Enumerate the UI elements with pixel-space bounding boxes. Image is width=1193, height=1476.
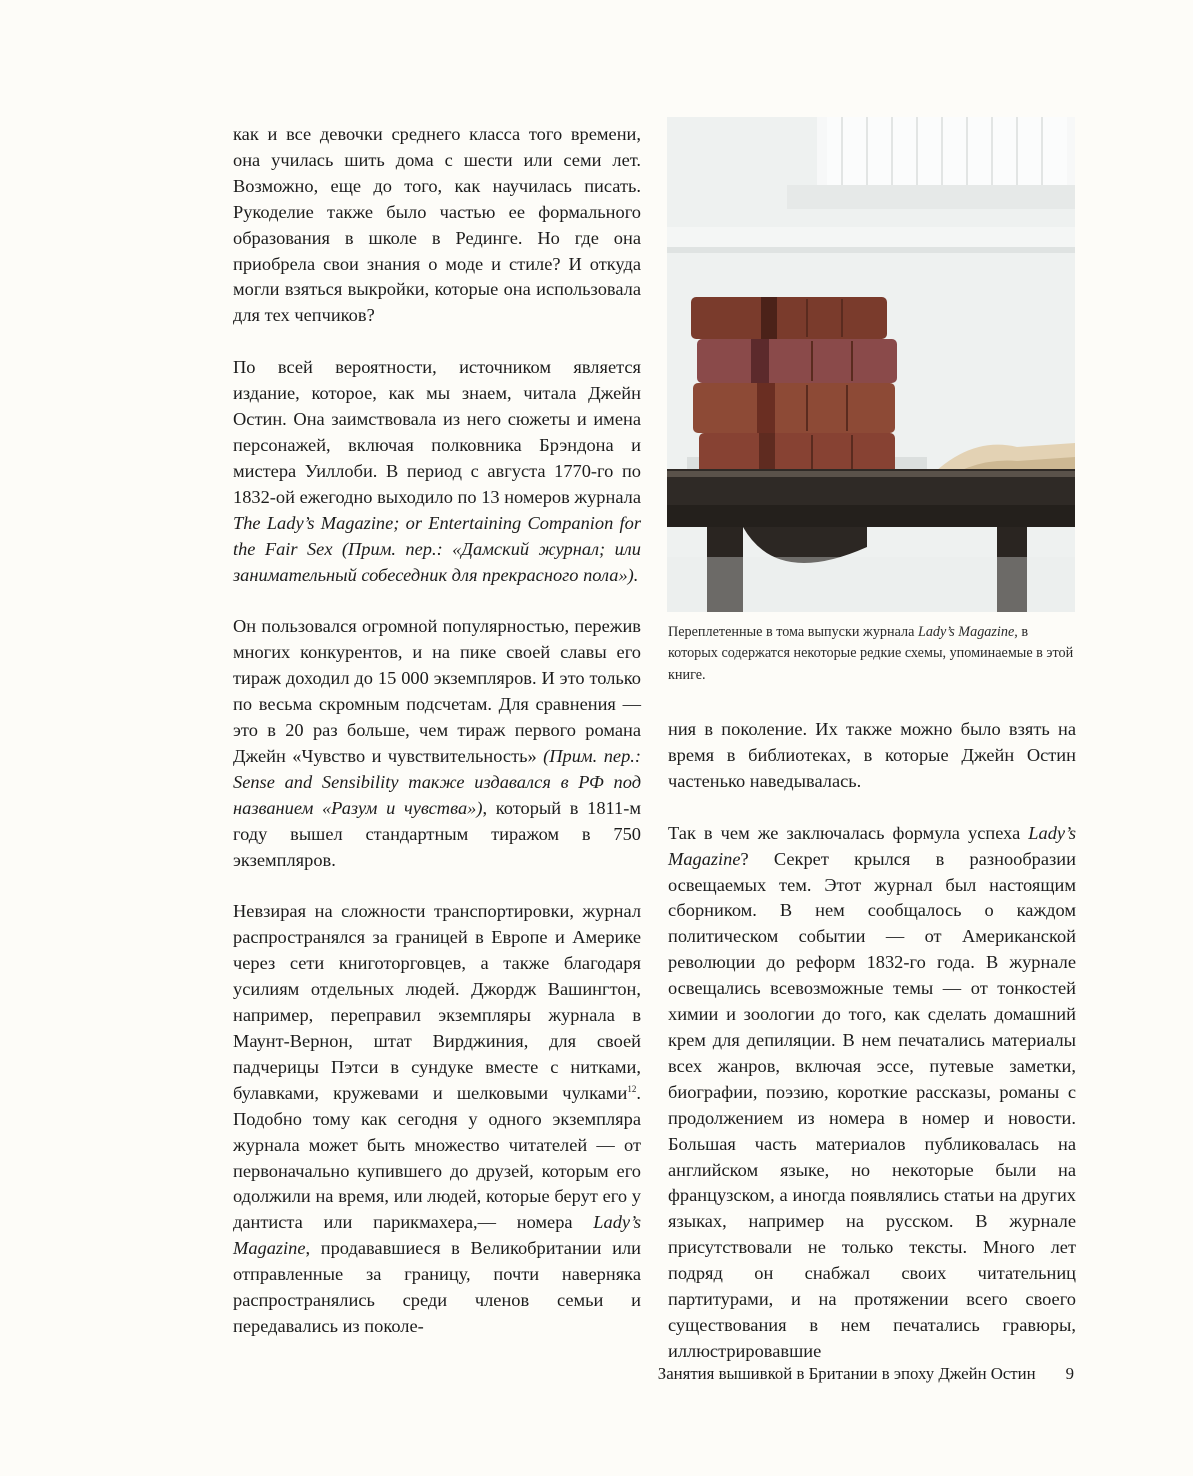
paragraph: По всей вероятности, источником является издание, которое, как мы знаем, читала Джейн Остин. Она заимствовала из него сюжеты и имена персонажей, включая полковника Брэндона и мистера Уиллоби. В период с августа 1770-го по 1832-ой ежегодно выходило по 13 номеров журнала The Lady’s Magazine; or Entertaining Companion for the Fair Sex (Прим. пер.: «Дамский журнал; или занимательный собеседник для прекрасного пола»). bbox=[233, 357, 641, 585]
paragraph: Он пользовался огромной популярностью, пережив многих конкурентов, и на пике своей славы его тираж доходил до 15 000 экземпляров. И это только по весьма скромным подсчетам. Для сравнения — это в 20 раз больше, чем тираж первого романа Джейн «Чувство и чувствительность» (Прим. пер.: Sense and Sensibility также издавался в РФ под названием «Разум и чувства»), который в 1811-м году вышел стандартным тиражом в 750 экземпляров. bbox=[233, 616, 641, 870]
paragraph: как и все девочки среднего класса того времени, она училась шить дома с шести или семи лет. Возможно, еще до того, как научилась писать. Рукоделие также было частью ее формального образования в школе в Рединге. Но где она приобрела свои знания о моде и стиле? И откуда могли взяться выкройки, которые она использовала для тех чепчиков? bbox=[233, 124, 641, 326]
figure-caption: Переплетенные в тома выпуски журнала Lady’s Magazine, в которых содержатся некоторые редкие схемы, упоминаемые в этой книге. bbox=[668, 624, 1074, 683]
paragraph: Так в чем же заключалась формула успеха Lady’s Magazine? Секрет крылся в разнообразии освещаемых тем. Этот журнал был настоящим сборником. В нем сообщалось о каждом политическом событии — от Американской революции до реформ 1832-го года. В журнале освещались всевозможные темы — от тонкостей химии и зоологии до того, как сделать домашний крем для депиляции. В нем печатались материалы всех жанров, включая эссе, путевые заметки, биографии, поэзию, короткие рассказы, романы с продолжением из номера в номер и новости. Большая часть материалов публиковалась на английском языке, но некоторые были на французском, а иногда появлялись статьи на других языках, например на русском. В журнале присутствовали не только тексты. Много лет подряд он снабжал своих читательниц партитурами, и на протяжении всего своего существования в нем печатались гравюры, иллюстрировавшие bbox=[668, 822, 1076, 1361]
photo-books-on-bench bbox=[667, 117, 1075, 612]
footnote-ref: 12 bbox=[627, 1083, 637, 1094]
italic-text: Lady’s Magazine bbox=[233, 1212, 641, 1259]
page-number: 9 bbox=[1065, 1364, 1074, 1383]
running-title: Занятия вышивкой в Британии в эпоху Джейн Остин bbox=[657, 1364, 1036, 1383]
paragraph: Невзирая на сложности транспортировки, журнал распространялся за границей в Европе и Америке через сети книготорговцев, а также благодаря усилиям отдельных людей. Джордж Вашингтон, например, переправил экземпляры журнала в Маунт-Вернон, штат Вирджиния, для своей падчерицы Пэтси в сундуке вместе с нитками, булавками, кружевами и шелковыми чулками$^{12}$. Подобно тому как сегодня у одного экземпляра журнала может быть множество читателей — от первоначально купившего до друзей, которым его одолжили на время, или людей, которые берут его у дантиста или парикмахера,— номера Lady’s Magazine, продававшиеся в Великобритании или отправленные за границу, почти наверняка распространялись среди членов семьи и передавались из поколе- bbox=[233, 901, 641, 1336]
page-footer bbox=[658, 1364, 1074, 1384]
left-text-column bbox=[233, 122, 641, 1340]
italic-text: The Lady’s Magazine; or Entertaining Companion for the Fair Sex (Прим. пер.: «Дамский журнал; или занимательный собеседник для прекрасного пола»). bbox=[233, 512, 641, 585]
italic-text: Lady’s Magazine bbox=[668, 822, 1076, 869]
italic-text: Lady’s Magazine bbox=[917, 624, 1015, 640]
translator-note: (Прим. пер.: Sense and Sensibility также издавался в РФ под названием «Разум и чувства») bbox=[233, 745, 641, 818]
paragraph: ния в поколение. Их также можно было взять на время в библиотеках, в которые Джейн Остин частенько наведывалась. bbox=[668, 719, 1076, 791]
right-text-column bbox=[668, 717, 1076, 1365]
